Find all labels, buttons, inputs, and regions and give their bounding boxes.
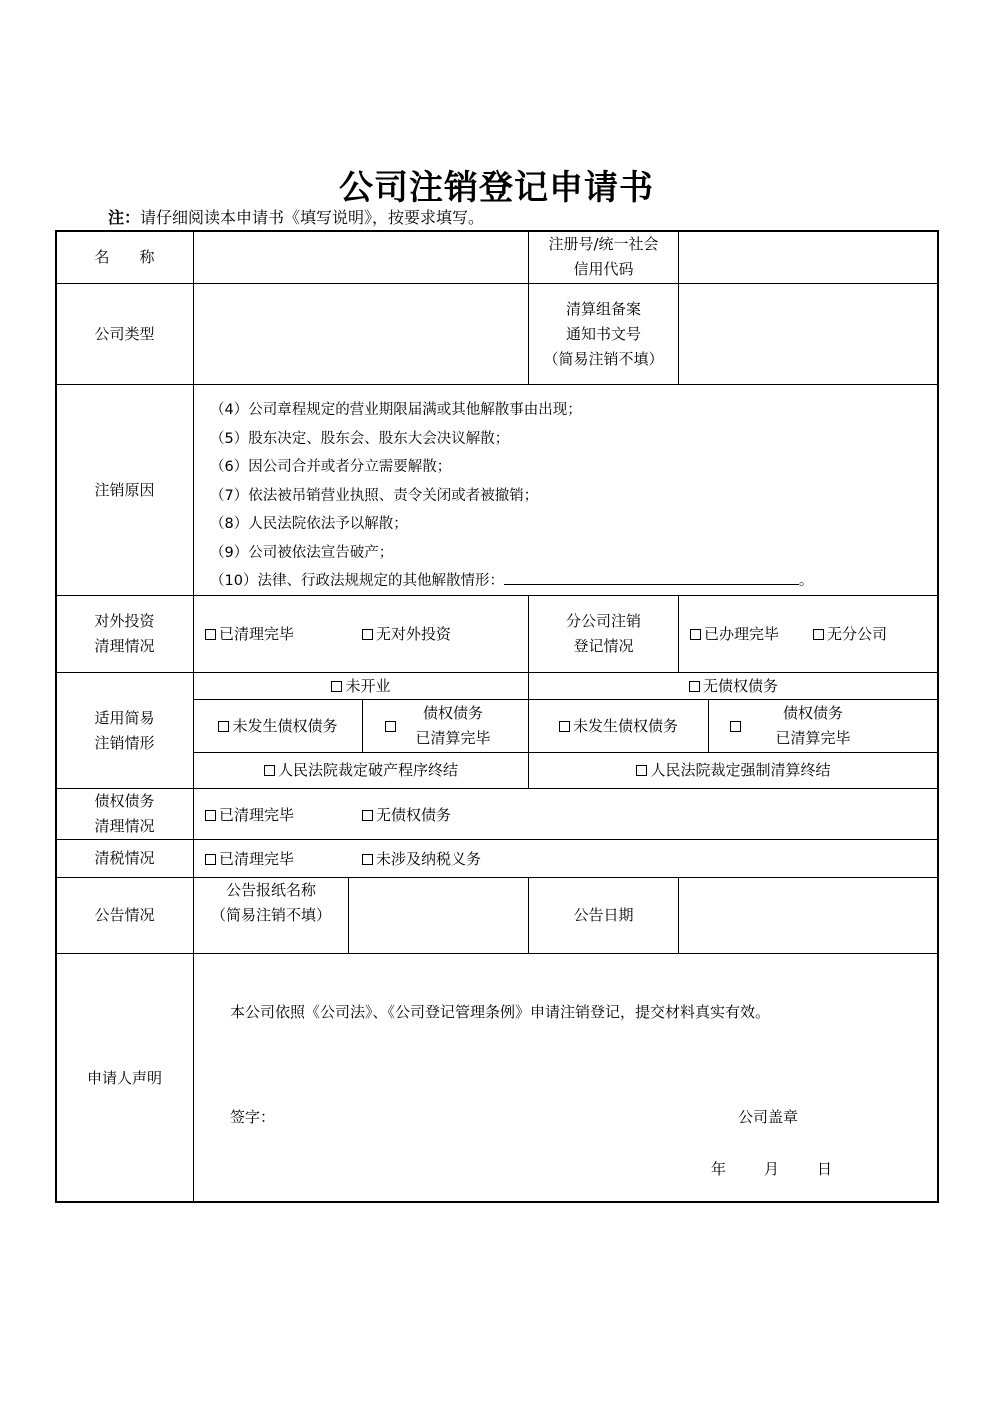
option-court-bankruptcy[interactable]: 人民法院裁定破产程序终结 [194, 753, 528, 788]
date-day-label: 日 [817, 1160, 833, 1178]
checkbox-icon[interactable] [362, 629, 373, 640]
option-branch-done[interactable]: 已办理完毕 [690, 623, 779, 644]
reason-item: （9）公司被依法宣告破产； [210, 544, 394, 561]
announce-date-input-cell[interactable] [679, 878, 938, 953]
date-month-label: 月 [764, 1160, 780, 1178]
checkbox-icon[interactable] [205, 854, 216, 865]
label-simple-line2: 注销情形 [94, 733, 155, 752]
label-paper-line2: （简易注销不填） [210, 906, 331, 924]
col-divider [362, 699, 363, 752]
checkbox-icon[interactable] [362, 854, 373, 865]
reason-item: （8）人民法院依法予以解散； [210, 516, 408, 532]
checkbox-icon[interactable] [636, 765, 647, 776]
label-invest-line1: 对外投资 [94, 612, 155, 630]
option-invest-cleared[interactable]: 已清理完毕 [205, 623, 294, 644]
note-text: 请仔细阅读本申请书《填写说明》，按要求填写。 [140, 208, 485, 227]
liquidation-notice-input-cell[interactable] [679, 284, 938, 384]
label-debt [56, 789, 193, 839]
label-company-type: 公司类型 [94, 324, 155, 343]
paper-name-input-cell[interactable] [349, 878, 528, 953]
label-paper-line1: 公告报纸名称 [225, 881, 316, 899]
label-reg-no [529, 231, 678, 283]
label-simple [56, 673, 193, 788]
label-invest-line2: 清理情况 [94, 637, 155, 655]
checkbox-icon[interactable] [218, 721, 229, 732]
option-invest-none[interactable]: 无对外投资 [362, 623, 451, 644]
reason-item: （4）公司章程规定的营业期限届满或其他解散事由出现； [210, 402, 582, 418]
signature-label: 签字： [230, 1108, 276, 1126]
label-paper-name [194, 872, 348, 934]
label-announce: 公告情况 [94, 906, 155, 924]
checkbox-icon[interactable] [331, 681, 342, 692]
name-input-cell[interactable] [194, 231, 528, 283]
company-seal-label: 公司盖章 [738, 1108, 799, 1126]
option-debt-none[interactable]: 无债权债务 [362, 804, 451, 825]
col-divider [708, 699, 709, 752]
label-branch-line1: 分公司注销 [565, 612, 641, 630]
reason-item: （6）因公司合并或者分立需要解散； [210, 459, 452, 475]
checkbox-icon[interactable] [689, 681, 700, 692]
reason-item: （7）依法被吊销营业执照、责令关闭或者被撤销； [210, 487, 539, 504]
reason-end-mark: 。 [798, 573, 814, 589]
option-debt-cleared[interactable]: 已清理完毕 [205, 804, 294, 825]
instruction-note [108, 205, 484, 228]
checkbox-icon[interactable] [559, 721, 570, 732]
option-no-debt[interactable]: 无债权债务 [529, 673, 938, 699]
checkbox-icon[interactable] [690, 629, 701, 640]
option-no-debt-occurred-1[interactable]: 未发生债权债务 [194, 700, 362, 752]
label-debt-line2: 清理情况 [94, 817, 155, 835]
option-court-liquidation[interactable]: 人民法院裁定强制清算终结 [529, 753, 938, 788]
label-reason: 注销原因 [94, 480, 155, 499]
label-liq-line2: 通知书文号 [565, 324, 641, 343]
reason-item-other [210, 567, 813, 596]
page-title: 公司注销登记申请书 [339, 168, 654, 208]
label-announce-date: 公告日期 [573, 906, 634, 924]
col-divider [678, 595, 679, 672]
option-debt-cleared-2[interactable]: 债权债务 已清算完毕 [775, 704, 851, 747]
label-declaration: 申请人声明 [86, 1068, 162, 1087]
label-simple-line1: 适用简易 [94, 708, 155, 727]
label-liq-line1: 清算组备案 [565, 299, 641, 318]
option-debt-cleared-1[interactable]: 债权债务 已清算完毕 [415, 704, 491, 747]
checkbox-icon[interactable] [385, 721, 396, 732]
label-investment [56, 596, 193, 672]
label-tax: 清税情况 [94, 849, 155, 867]
label-liq-line3: （简易注销不填） [543, 349, 664, 368]
label-debt-line1: 债权债务 [94, 792, 155, 810]
label-reg-no-line2: 信用代码 [573, 260, 634, 278]
option-tax-cleared[interactable]: 已清理完毕 [205, 848, 294, 869]
note-prefix: 注： [108, 208, 141, 227]
company-type-input-cell[interactable] [194, 284, 528, 384]
checkbox-icon[interactable] [813, 629, 824, 640]
label-liquidation-notice [529, 284, 678, 384]
reason-other-text: （10）法律、行政法规规定的其他解散情形： [210, 573, 504, 589]
label-reg-no-line1: 注册号/统一社会 [548, 235, 659, 253]
checkbox-icon[interactable] [264, 765, 275, 776]
label-name: 名 称 [94, 247, 155, 266]
option-no-debt-occurred-2[interactable]: 未发生债权债务 [529, 700, 708, 752]
label-branch-line2: 登记情况 [573, 637, 634, 655]
reg-no-input-cell[interactable] [679, 231, 938, 283]
reason-item: （5）股东决定、股东会、股东大会决议解散； [210, 430, 510, 447]
reason-other-blank[interactable] [504, 568, 799, 585]
date-year-label: 年 [711, 1160, 727, 1178]
checkbox-icon[interactable] [362, 810, 373, 821]
checkbox-icon[interactable] [205, 629, 216, 640]
declaration-statement: 本公司依照《公司法》、《公司登记管理条例》申请注销登记，提交材料真实有效。 [230, 1003, 771, 1021]
option-tax-none[interactable]: 未涉及纳税义务 [362, 848, 481, 869]
checkbox-icon[interactable] [205, 810, 216, 821]
checkbox-icon[interactable] [730, 721, 741, 732]
reason-list [210, 396, 813, 596]
label-branch [529, 596, 678, 672]
option-branch-none[interactable]: 无分公司 [813, 623, 887, 644]
option-not-opened[interactable]: 未开业 [194, 673, 528, 699]
